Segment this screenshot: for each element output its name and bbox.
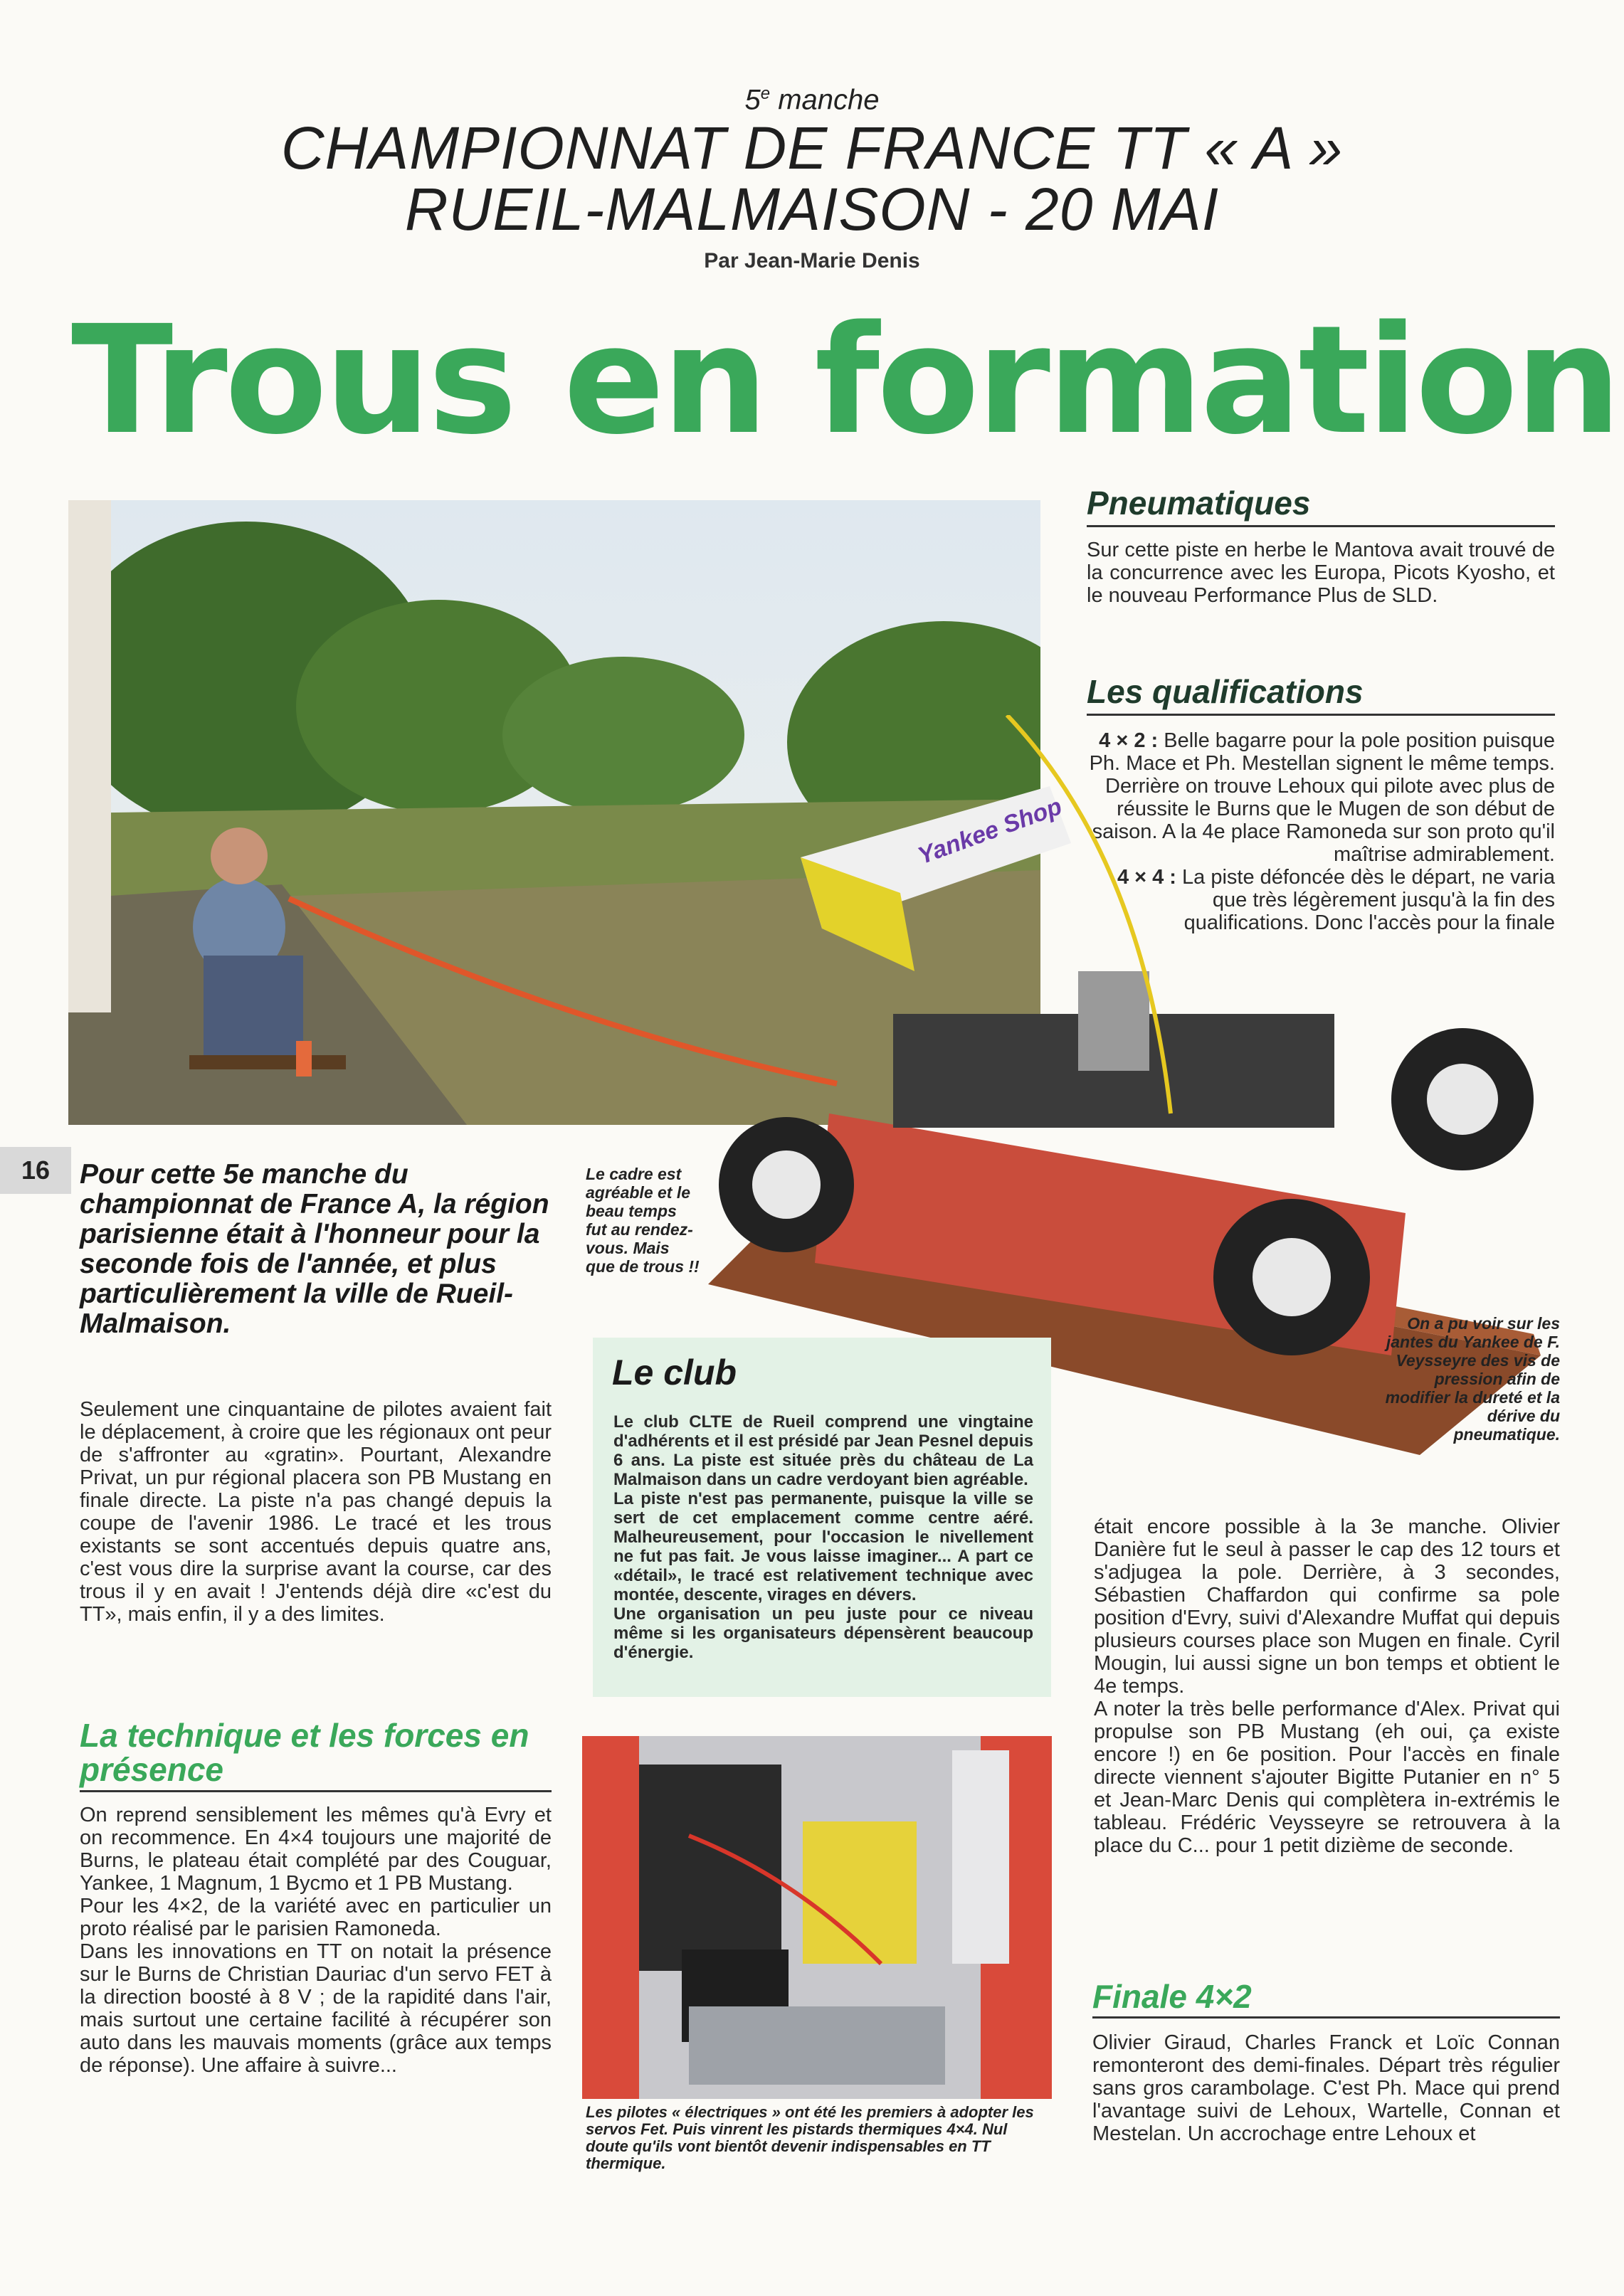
servo-image [582, 1736, 1052, 2099]
qualifications-cont [1094, 1515, 1560, 1857]
club-text [613, 1412, 1033, 1662]
heading-technique: La technique et les forces en présence [80, 1718, 552, 1792]
caption-jantes: On a pu voir sur les jantes du Yankee de F. Veysseyre des vis de pression afin de modifier la dureté et la dérive du pneumatique. [1385, 1314, 1560, 1444]
qualifications-cont-2: A noter la très belle performance d'Alex. Privat qui propulse son PB Mustang (eh oui, ça existe encore !) en 6e position. Pour l'accès en finale directe viennent s'ajouter Bigitte Putanier en n° 5 et Jean-Marc Denis qui complètera in-extrémis le tableau. Frédéric Veysseyre se retrouvera à la place du C... pour 1 petit dizième de seconde. [1094, 1698, 1560, 1857]
qualifications-cont-1: était encore possible à la 3e manche. Olivier Danière fut le seul à passer le cap des 12 tours et s'adjugea la pole. Derrière, à 3 secondes, Sébastien Chaffardon qui confirme sa pole position d'Evry, suivi d'Alexandre Muffat qui depuis plusieurs courses place son Mugen en finale. Cyril Mougin, lui aussi signe un bon temps et obtient le 4e temps. [1094, 1515, 1560, 1698]
caption-servos: Les pilotes « électriques » ont été les premiers à adopter les servos Fet. Puis vinrent les pistards thermiques 4×4. Nul doute qu'ils vont bientôt devenir indispensables en TT thermique. [586, 2103, 1034, 2172]
heading-qualifications: Les qualifications [1087, 672, 1555, 716]
round-kicker: 5e manche [744, 84, 880, 116]
heading-club: Le club [612, 1353, 737, 1392]
heading-finale: Finale 4×2 [1092, 1979, 1560, 2019]
byline: Par Jean-Marie Denis [704, 249, 920, 273]
technique-p3: Dans les innovations en TT on notait la présence sur le Burns de Christian Dauriac d'un servo FET à la direction boosté à 8 V ; de la rapidité dans l'air, mais surtout une certaine facilité à récupérer son auto dans les mauvais moments (grâce aux temps de réponse). Une affaire à suivre... [80, 1940, 552, 2077]
heading-pneumatiques: Pneumatiques [1087, 484, 1555, 527]
club-p3: Une organisation un peu juste pour ce niveau même si les organisateurs dépensèrent beaucoup d'énergie. [613, 1604, 1033, 1662]
lead-paragraph: Pour cette 5e manche du championnat de France A, la région parisienne était à l'honneur pour la seconde fois de l'année, et plus particulièrement la ville de Rueil-Malmaison. [80, 1159, 549, 1339]
headline-line-1: CHAMPIONNAT DE FRANCE TT « A » [280, 115, 1344, 181]
finale-text: Olivier Giraud, Charles Franck et Loïc Connan remonteront des demi-finales. Départ très régulier sans gros carambolage. C'est Ph. Mace qui prend l'avantage suivi de Lehoux, Wartelle, Connan et Mestelan. Un accrochage entre Lehoux et [1092, 2031, 1560, 2145]
technique-text [80, 1804, 552, 2077]
pneumatiques-text: Sur cette piste en herbe le Mantova avait trouvé de la concurrence avec les Europa, Picots Kyosho, et le nouveau Performance Plus de SLD. [1087, 539, 1555, 607]
page-number: 16 [0, 1147, 71, 1194]
club-p1: Le club CLTE de Rueil comprend une vingtaine d'adhérents et il est présidé par Jean Pesnel depuis 6 ans. La piste est située près du château de La Malmaison dans un cadre verdoyant bien agréable. [613, 1412, 1033, 1489]
intro-text: Seulement une cinquantaine de pilotes avaient fait le déplacement, à croire que les régionaux ont peur de s'affronter au «gratin». Pourtant, Alexandre Privat, un pur régional placera son PB Mustang en finale directe. La piste n'a pas changé depuis la coupe de l'avenir 1986. Le tracé et les trous existants se sont accentués depuis quatre ans, c'est vous dire la surprise avant la course, car des trous il y en avait ! J'entends déjà dire «c'est du TT», mais enfin, il y a des limites. [80, 1398, 552, 1626]
qualifications-text: 4 × 2 : Belle bagarre pour la pole position puisque Ph. Mace et Ph. Mestellan signent le même temps. Derrière on trouve Lehoux qui pilote avec plus de réussite le Burns que le Mugen de son début de saison. A la 4e place Ramoneda sur son proto qu'il maîtrise admirablement. 4 × 4 : La piste défoncée dès le départ, ne varia que très légèrement jusqu'à la fin des qualifications. Donc l'accès pour la finale [1089, 729, 1555, 934]
article-title: Trous en formation [71, 293, 1619, 467]
servo-photo [582, 1736, 1052, 2099]
technique-p2: Pour les 4×2, de la variété avec en particulier un proto réalisé par le parisien Ramoneda. [80, 1895, 552, 1940]
club-p2: La piste n'est pas permanente, puisque la ville se sert de cet emplacement comme centre aéré. Malheureusement, pour l'occasion le nivellement ne fut pas fait. Je vous laisse imaginer... A part ce «détail», le tracé est relativement technique avec montée, descente, virages en dévers. [613, 1489, 1033, 1604]
technique-p1: On reprend sensiblement les mêmes qu'à Evry et on recommence. En 4×4 toujours une majorité de Burns, le plateau était complété par des Couguar, Yankee, 1 Magnum, 1 Bycmo et 1 PB Mustang. [80, 1804, 552, 1895]
caption-cadre: Le cadre est agréable et le beau temps fut au rendez-vous. Mais que de trous !! [586, 1165, 700, 1276]
car-sticker: Yankee Shop [914, 793, 1066, 870]
headline-line-2: RUEIL-MALMAISON - 20 MAI [404, 176, 1220, 243]
